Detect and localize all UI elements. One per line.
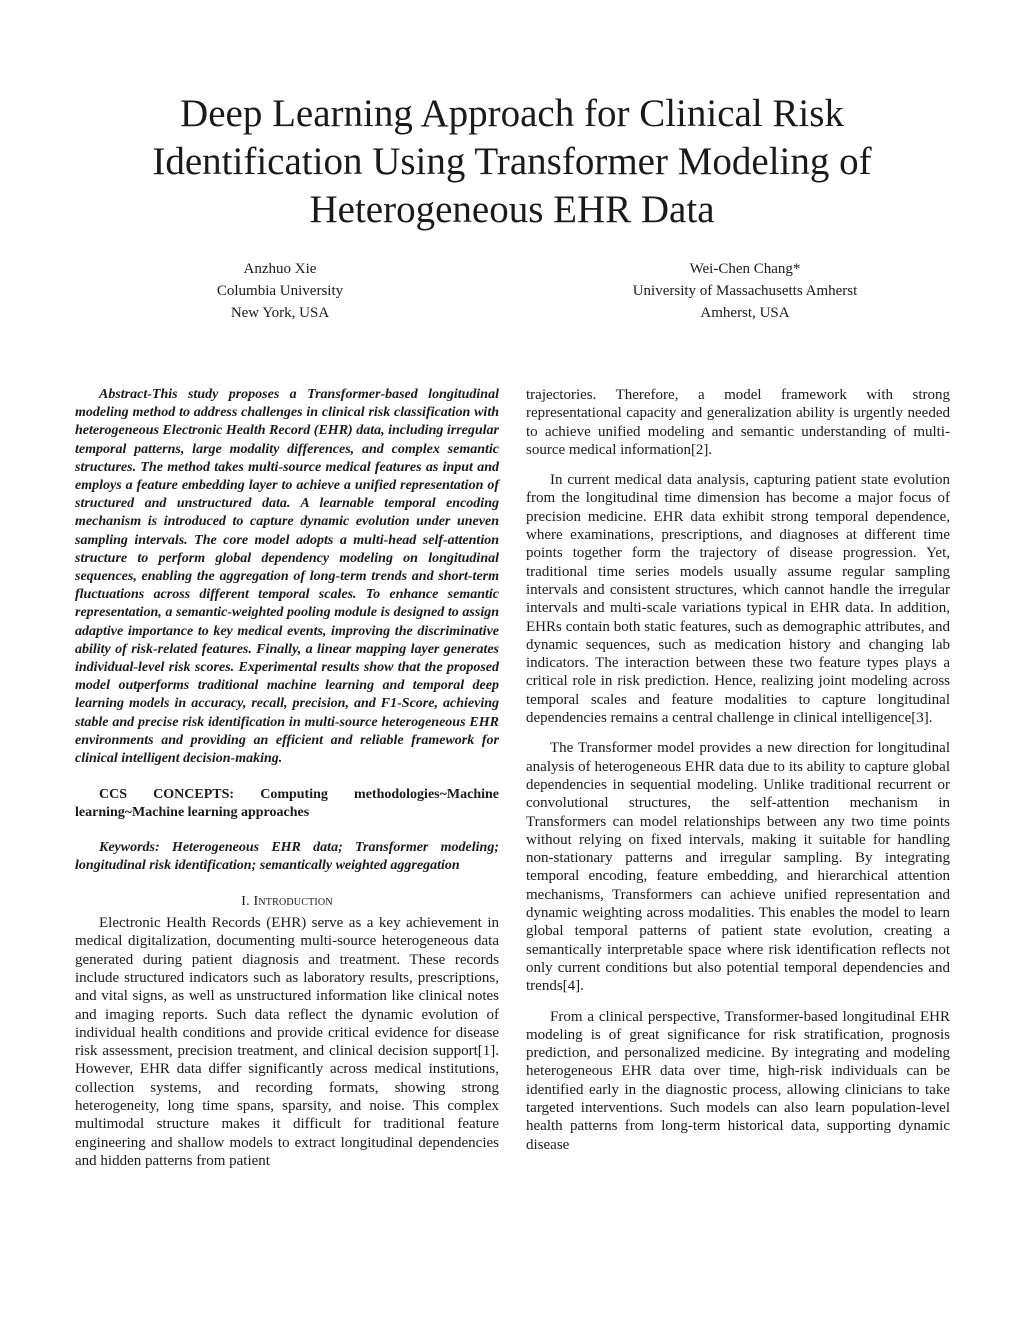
author-location: Amherst, USA	[700, 305, 790, 321]
intro-paragraph-continued: trajectories. Therefore, a model framework with strong representational capacity and generalization ability is urgently needed to achieve unified modeling and semantic understanding of multi-source medical information[2].	[526, 387, 950, 458]
abstract: Abstract-This study proposes a Transformer-based longitudinal modeling method to address challenges in clinical risk classification with heterogeneous Electronic Health Record (EHR) data, including irregular temporal patterns, large modality differences, and complex semantic structures. The method takes multi-source medical features as input and employs a feature embedding layer to achieve a unified representation of structured and unstructured data. A learnable temporal encoding mechanism is introduced to capture dynamic evolution under uneven sampling intervals. The core model adopts a multi-head self-attention structure to perform global dependency modeling on longitudinal sequences, enabling the aggregation of long-term trends and short-term fluctuations across different temporal scales. To enhance semantic representation, a semantic-weighted pooling module is designed to assign adaptive importance to key medical events, improving the discriminative ability of risk-related features. Finally, a linear mapping layer generates individual-level risk scores. Experimental results show that the proposed model outperforms traditional machine learning and temporal deep learning models in accuracy, recall, precision, and F1-Score, achieving stable and precise risk identification in multi-source heterogeneous EHR environments and providing an efficient and reliable framework for clinical intelligent decision-making.	[75, 387, 499, 767]
section-heading-introduction: I. Introduction	[241, 894, 333, 910]
title-line-3: Heterogeneous EHR Data	[309, 188, 715, 231]
right-column	[526, 386, 950, 1154]
author-block-2	[560, 258, 930, 324]
intro-paragraph-3: The Transformer model provides a new direction for longitudinal analysis of heterogeneous EHR data due to its ability to capture global dependencies in sequential modeling. Unlike traditional recurrent or convolutional structures, the self-attention mechanism in Transformers can model relationships between any two time points without relying on fixed intervals, making it suitable for handling non-stationary patterns and irregular sampling. By integrating temporal encoding, feature embedding, and hierarchical attention mechanisms, Transformers can achieve unified representation and dynamic weighting across modalities. This enables the model to learn global temporal patterns of patient state evolution, creating a semantically interpretable space where risk identification reflects not only current conditions but also potential temporal dependencies and trends[4].	[526, 740, 950, 995]
author-name: Anzhuo Xie	[243, 261, 317, 277]
title-line-1: Deep Learning Approach for Clinical Risk	[180, 92, 844, 135]
paper-title	[80, 90, 944, 234]
author-affiliation: University of Massachusetts Amherst	[632, 283, 858, 299]
author-location: New York, USA	[230, 305, 330, 321]
left-column	[75, 386, 499, 1170]
author-name: Wei-Chen Chang*	[689, 261, 801, 277]
keywords: Keywords: Heterogeneous EHR data; Transformer modeling; longitudinal risk identification; semantically weighted aggregation	[75, 839, 499, 873]
author-affiliation: Columbia University	[216, 283, 344, 299]
author-block-1	[140, 258, 420, 324]
intro-paragraph-4: From a clinical perspective, Transformer-based longitudinal EHR modeling is of great significance for risk stratification, prognosis prediction, and personalized medicine. By integrating and modeling heterogeneous EHR data over time, high-risk individuals can be identified early in the diagnostic process, allowing clinicians to take targeted interventions. Such models can also learn population-level health patterns from long-term historical data, supporting dynamic disease	[526, 1008, 950, 1153]
title-line-2: Identification Using Transformer Modeling of	[152, 140, 872, 183]
intro-paragraph-2: In current medical data analysis, capturing patient state evolution from the longitudinal time dimension has become a major focus of precision medicine. EHR data exhibit strong temporal dependence, where examinations, prescriptions, and diagnoses at different time points together form the trajectory of disease progression. Yet, traditional time series models usually assume regular sampling intervals and consistent structures, which cannot handle the irregular intervals and multi-scale variations typical in EHR data. In addition, EHRs contain both static features, such as demographic attributes, and dynamic sequences, such as medication history and changing lab indicators. The interaction between these two feature types plays a critical role in risk prediction. Hence, realizing joint modeling across temporal scales and feature modalities to capture longitudinal dependencies remains a central challenge in clinical intelligence[3].	[526, 472, 950, 727]
ccs-concepts: CCS CONCEPTS: Computing methodologies~Machine learning~Machine learning approaches	[75, 787, 499, 821]
intro-paragraph-1: Electronic Health Records (EHR) serve as a key achievement in medical digitalization, documenting multi-source heterogeneous data generated during patient diagnosis and treatment. These records include structured indicators such as laboratory results, prescriptions, and vital signs, as well as unstructured information like clinical notes and imaging reports. Such data reflect the dynamic evolution of individual health conditions and provide critical evidence for disease risk assessment, precision treatment, and clinical decision support[1]. However, EHR data differ significantly across medical institutions, collection systems, and recording formats, showing strong heterogeneity, long time spans, sparsity, and noise. This complex multimodal structure makes it difficult for traditional feature engineering and shallow models to extract longitudinal dependencies and hidden patterns from patient	[75, 915, 499, 1169]
